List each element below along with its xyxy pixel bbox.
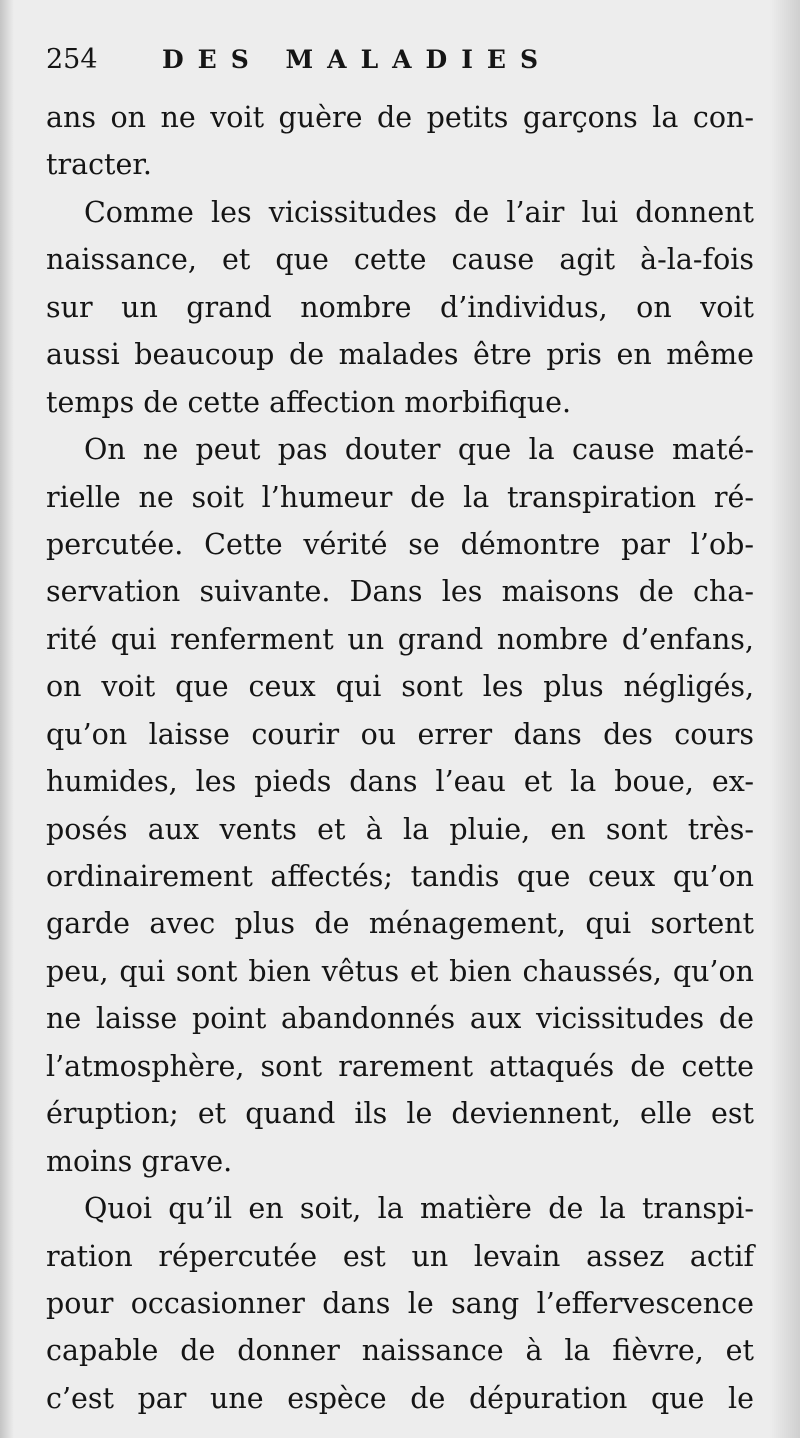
page-edge-shadow-left — [0, 0, 14, 1438]
text-line: qu’on laisse courir ou errer dans des cours — [46, 717, 754, 751]
text-line: Quoi qu’il en soit, la matière de la transpi- — [84, 1192, 754, 1226]
text-line: posés aux vents et à la pluie, en sont très- — [46, 812, 754, 846]
page-number: 254 — [46, 44, 98, 75]
text-line: humides, les pieds dans l’eau et la boue, ex- — [46, 765, 754, 799]
text-line: Comme les vicissitudes de l’air lui donnent — [84, 195, 754, 229]
page-header — [46, 38, 766, 82]
body-text — [46, 94, 754, 1422]
running-head: DES MALADIES — [162, 45, 553, 74]
text-line: garde avec plus de ménagement, qui sortent — [46, 907, 754, 941]
text-line: ordinairement affectés; tandis que ceux qu’on — [46, 860, 754, 893]
text-line: on voit que ceux qui sont les plus négligés, — [46, 670, 754, 704]
text-line: On ne peut pas douter que la cause maté- — [84, 433, 754, 467]
text-line: c’est par une espèce de dépuration que le — [46, 1381, 754, 1415]
text-line: aussi beaucoup de malades être pris en même — [46, 338, 754, 372]
text-line: rité qui renferment un grand nombre d’enfans, — [46, 622, 754, 656]
text-line: ans on ne voit guère de petits garçons la con- — [46, 101, 754, 134]
text-line: l’atmosphère, sont rarement attaqués de cette — [46, 1049, 754, 1083]
text-line: tracter. — [46, 148, 152, 182]
page-edge-shadow-right — [770, 0, 800, 1438]
text-line: ne laisse point abandonnés aux vicissitudes de — [46, 1002, 754, 1036]
text-line: rielle ne soit l’humeur de la transpiration ré- — [46, 480, 754, 514]
text-line: moins grave. — [46, 1144, 233, 1178]
text-line: peu, qui sont bien vêtus et bien chaussés, qu’on — [46, 954, 754, 988]
text-line: naissance, et que cette cause agit à-la-fois — [46, 243, 754, 277]
text-line: pour occasionner dans le sang l’effervescence — [46, 1286, 754, 1320]
text-line: percutée. Cette vérité se démontre par l’ob- — [46, 527, 754, 561]
text-line: ration répercutée est un levain assez actif — [46, 1239, 754, 1273]
text-line: servation suivante. Dans les maisons de cha- — [46, 575, 754, 609]
text-line: sur un grand nombre d’individus, on voit — [46, 290, 754, 324]
text-line: éruption; et quand ils le deviennent, elle est — [46, 1097, 754, 1131]
text-line: capable de donner naissance à la fièvre, et — [46, 1334, 754, 1368]
text-line: temps de cette affection morbifique. — [46, 385, 572, 419]
